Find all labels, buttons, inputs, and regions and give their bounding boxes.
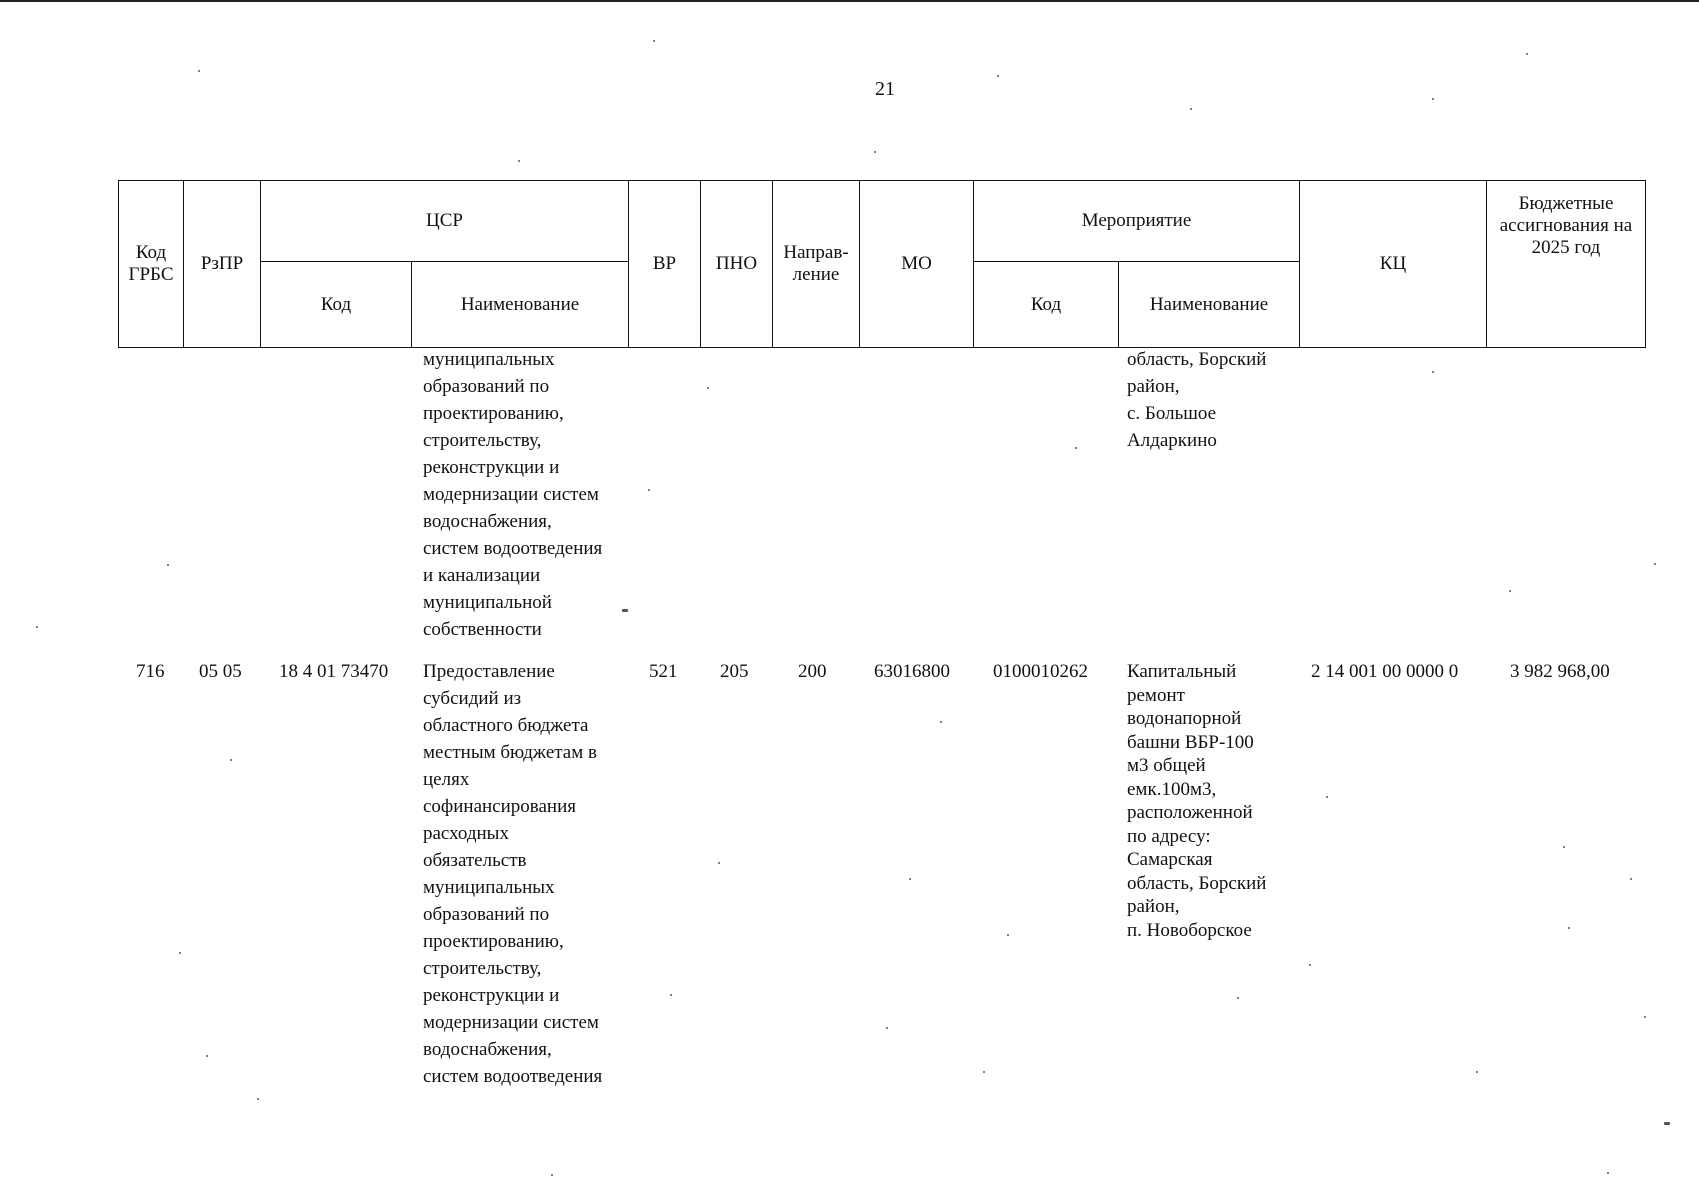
header-napravlenie: Направ-ление (773, 181, 860, 348)
header-kod-grbs: Код ГРБС (119, 181, 184, 348)
scan-speck (167, 564, 169, 566)
header-kc: КЦ (1300, 181, 1487, 348)
header-budget: Бюджетные ассигнования на 2025 год (1487, 181, 1646, 348)
header-csr: ЦСР (261, 181, 629, 262)
scan-speck (622, 609, 628, 612)
scan-speck (1664, 1122, 1670, 1125)
scan-speck (179, 952, 181, 954)
scan-speck (874, 151, 876, 153)
header-mer-name: Наименование (1119, 262, 1300, 348)
scan-speck (36, 626, 38, 628)
scan-speck (707, 387, 709, 389)
scan-speck (1309, 964, 1311, 966)
header-vr: ВР (629, 181, 701, 348)
scan-speck (886, 1027, 888, 1029)
row-1-mer-kod: 0100010262 (993, 661, 1088, 682)
scan-speck (940, 721, 942, 723)
row-1-csr-name: Предоставление субсидий из областного бюджета местным бюджетам в целях софинансирования расходных обязательств муниципальных образований по проектированию, строительству, реконструкции и модернизации систем водоснабжения, систем водоотведения (423, 661, 603, 1087)
scan-speck (1075, 447, 1077, 449)
scan-speck (257, 1098, 259, 1100)
scan-speck (983, 1071, 985, 1073)
row-1-pno: 205 (720, 661, 749, 682)
header-pno: ПНО (701, 181, 773, 348)
header-rzpr: РзПР (184, 181, 261, 348)
scan-speck (1326, 796, 1328, 798)
row-1-kod-grbs: 716 (136, 661, 165, 682)
scan-speck (1654, 563, 1656, 565)
scan-speck (551, 1174, 553, 1176)
header-meropriyatie: Мероприятие (974, 181, 1300, 262)
scan-speck (1563, 846, 1565, 848)
row-1-rzpr: 05 05 (199, 661, 242, 682)
scan-speck (909, 878, 911, 880)
scan-speck (1476, 1071, 1478, 1073)
scan-speck (198, 70, 200, 72)
scan-speck (1432, 98, 1434, 100)
row-1-kc: 2 14 001 00 0000 0 (1311, 661, 1459, 682)
scan-speck (648, 489, 650, 491)
scan-speck (1509, 590, 1511, 592)
page-top-border (0, 0, 1699, 2)
header-csr-name: Наименование (412, 262, 629, 348)
scan-speck (1432, 371, 1434, 373)
budget-table-header (118, 180, 1646, 348)
scan-speck (670, 994, 672, 996)
scan-speck (1644, 1016, 1646, 1018)
page-number: 21 (875, 78, 895, 100)
header-mo: МО (860, 181, 974, 348)
scan-speck (1190, 108, 1192, 110)
scan-speck (1607, 1172, 1609, 1174)
row-1-csr-kod: 18 4 01 73470 (279, 661, 389, 682)
scan-speck (1526, 53, 1528, 55)
row-1-napravlenie: 200 (798, 661, 827, 682)
scan-speck (1007, 934, 1009, 936)
row-1-mo: 63016800 (874, 661, 950, 682)
scan-speck (518, 160, 520, 162)
scan-speck (997, 75, 999, 77)
row-1-mer-name: Капитальный ремонт водонапорной башни ВБР-100 м3 общей емк.100м3, расположенной по адресу: Самарская область, Борский район, п. Новоборское (1127, 661, 1267, 941)
scan-speck (718, 862, 720, 864)
row-0-csr-name: муниципальных образований по проектированию, строительству, реконструкции и модернизации систем водоснабжения, систем водоотведения и канализации муниципальной собственности (423, 349, 603, 640)
header-mer-kod: Код (974, 262, 1119, 348)
row-0-mer-name: область, Борский район, с. Большое Алдаркино (1127, 349, 1267, 451)
scan-speck (230, 759, 232, 761)
row-1-vr: 521 (649, 661, 678, 682)
scan-speck (1630, 878, 1632, 880)
header-csr-kod: Код (261, 262, 412, 348)
scan-speck (1568, 927, 1570, 929)
scan-speck (653, 40, 655, 42)
scan-speck (206, 1055, 208, 1057)
scan-speck (1237, 997, 1239, 999)
row-1-budget: 3 982 968,00 (1510, 661, 1610, 682)
